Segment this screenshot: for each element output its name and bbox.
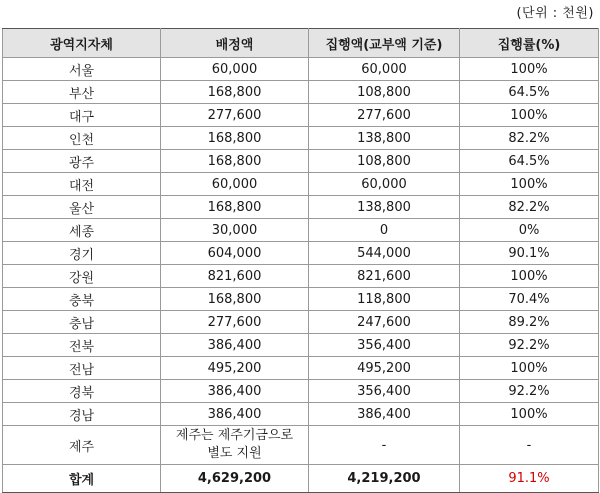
cell-region: 강원	[3, 265, 161, 288]
cell-rate: 64.5%	[460, 150, 599, 173]
cell-rate: 64.5%	[460, 81, 599, 104]
cell-executed: 356,400	[309, 380, 460, 403]
cell-executed: 386,400	[309, 403, 460, 426]
header-executed: 집행액(교부액 기준)	[309, 29, 460, 58]
table-row	[3, 380, 599, 403]
cell-region: 제주	[3, 426, 161, 465]
cell-rate: 82.2%	[460, 196, 599, 219]
table-row	[3, 104, 599, 127]
table-row	[3, 311, 599, 334]
cell-executed: -	[309, 426, 460, 465]
cell-total-executed: 4,219,200	[309, 465, 460, 493]
unit-label: (단위 : 천원)	[516, 6, 594, 21]
cell-executed: 495,200	[309, 357, 460, 380]
table-row	[3, 265, 599, 288]
cell-rate: 92.2%	[460, 334, 599, 357]
cell-rate: 92.2%	[460, 380, 599, 403]
table-row	[3, 403, 599, 426]
cell-region: 서울	[3, 58, 161, 81]
cell-rate: 100%	[460, 403, 599, 426]
table-row	[3, 357, 599, 380]
cell-region: 경남	[3, 403, 161, 426]
table-row	[3, 219, 599, 242]
cell-allocated: 277,600	[161, 311, 309, 334]
cell-allocated: 821,600	[161, 265, 309, 288]
cell-executed: 60,000	[309, 173, 460, 196]
cell-executed: 247,600	[309, 311, 460, 334]
cell-rate: 100%	[460, 357, 599, 380]
cell-region: 전북	[3, 334, 161, 357]
cell-region: 부산	[3, 81, 161, 104]
cell-allocated: 168,800	[161, 127, 309, 150]
cell-rate: 0%	[460, 219, 599, 242]
cell-allocated: 60,000	[161, 173, 309, 196]
cell-executed: 277,600	[309, 104, 460, 127]
table-row	[3, 242, 599, 265]
cell-allocated: 168,800	[161, 288, 309, 311]
note-line-1: 제주는 제주기금으로	[175, 428, 294, 443]
cell-region: 경기	[3, 242, 161, 265]
note-line-2: 별도 지원	[207, 446, 262, 461]
table-row	[3, 196, 599, 219]
cell-executed: 544,000	[309, 242, 460, 265]
table-row	[3, 81, 599, 104]
cell-executed: 821,600	[309, 265, 460, 288]
cell-region: 대전	[3, 173, 161, 196]
cell-rate: -	[460, 426, 599, 465]
cell-region: 충남	[3, 311, 161, 334]
cell-rate: 100%	[460, 173, 599, 196]
cell-rate: 100%	[460, 265, 599, 288]
table-row	[3, 173, 599, 196]
cell-total-label: 합계	[3, 465, 161, 493]
header-allocated: 배정액	[161, 29, 309, 58]
cell-region: 충북	[3, 288, 161, 311]
cell-allocated: 495,200	[161, 357, 309, 380]
cell-region: 대구	[3, 104, 161, 127]
cell-executed: 60,000	[309, 58, 460, 81]
cell-rate: 70.4%	[460, 288, 599, 311]
cell-executed: 356,400	[309, 334, 460, 357]
cell-executed: 108,800	[309, 81, 460, 104]
cell-allocated: 168,800	[161, 81, 309, 104]
header-rate: 집행률(%)	[460, 29, 599, 58]
cell-rate: 100%	[460, 58, 599, 81]
cell-executed: 138,800	[309, 127, 460, 150]
header-region: 광역지자체	[3, 29, 161, 58]
table-row	[3, 58, 599, 81]
cell-region: 경북	[3, 380, 161, 403]
cell-total-rate: 91.1%	[460, 465, 599, 493]
table-row	[3, 334, 599, 357]
cell-rate: 89.2%	[460, 311, 599, 334]
cell-rate: 82.2%	[460, 127, 599, 150]
table-row-jeju	[3, 426, 599, 465]
cell-allocated: 277,600	[161, 104, 309, 127]
cell-region: 인천	[3, 127, 161, 150]
cell-allocated: 386,400	[161, 334, 309, 357]
table-row-total	[3, 465, 599, 493]
cell-region: 광주	[3, 150, 161, 173]
cell-allocated: 168,800	[161, 150, 309, 173]
cell-executed: 118,800	[309, 288, 460, 311]
cell-allocated: 30,000	[161, 219, 309, 242]
table-row	[3, 127, 599, 150]
cell-total-allocated: 4,629,200	[161, 465, 309, 493]
cell-allocated: 604,000	[161, 242, 309, 265]
cell-rate: 100%	[460, 104, 599, 127]
cell-region: 울산	[3, 196, 161, 219]
cell-rate: 90.1%	[460, 242, 599, 265]
cell-allocated: 60,000	[161, 58, 309, 81]
cell-executed: 0	[309, 219, 460, 242]
cell-allocated: 386,400	[161, 380, 309, 403]
cell-region: 전남	[3, 357, 161, 380]
cell-allocated: 168,800	[161, 196, 309, 219]
header-row	[3, 29, 599, 58]
budget-execution-table	[2, 28, 599, 493]
cell-executed: 108,800	[309, 150, 460, 173]
cell-region: 세종	[3, 219, 161, 242]
cell-executed: 138,800	[309, 196, 460, 219]
table-row	[3, 150, 599, 173]
cell-allocated: 386,400	[161, 403, 309, 426]
cell-note	[161, 426, 309, 465]
table-row	[3, 288, 599, 311]
